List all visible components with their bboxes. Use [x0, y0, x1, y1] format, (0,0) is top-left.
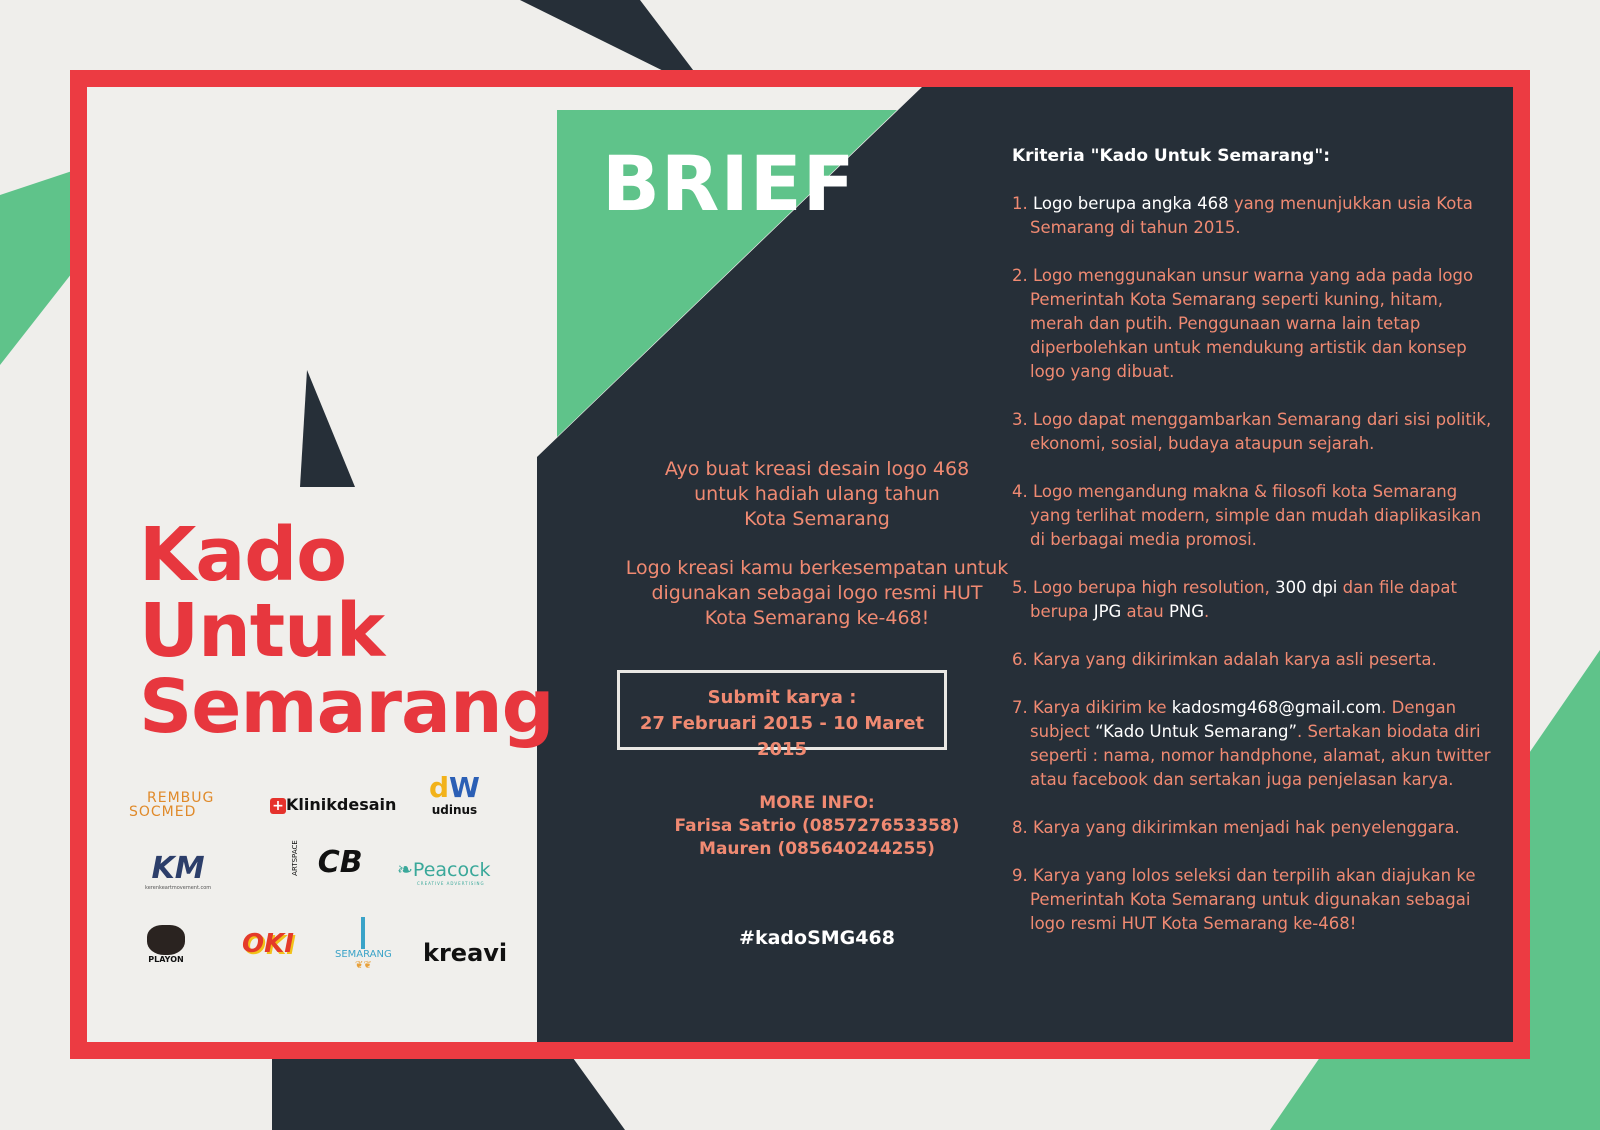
kreavi-text: kreavi: [423, 939, 508, 967]
submit-label: Submit karya :: [707, 687, 857, 708]
klinikdesain-logo: [270, 795, 396, 814]
criteria-item-4: 4. Logo mengandung makna & filosofi kota Semarang yang terlihat modern, simple dan mudah diaplikasikan di berbagai media promosi.: [1012, 482, 1482, 549]
playon-pot-icon: [147, 925, 185, 955]
submit-dates: 27 Februari 2015 - 10 Maret 2015: [639, 713, 925, 760]
semarang-logo: [335, 917, 392, 971]
intro-paragraph-2: [557, 556, 1077, 631]
criteria-item-3: 3. Logo dapat menggambarkan Semarang dari sisi politik, ekonomi, sosial, budaya ataupun sejarah.: [1012, 410, 1492, 453]
title-line-2: Untuk: [139, 588, 385, 674]
intro-2-line-3: Kota Semarang ke-468!: [704, 607, 930, 629]
semarang-tower-icon: [361, 917, 365, 949]
item-5-dpi: 300 dpi: [1275, 578, 1338, 597]
navy-triangle-small: [300, 370, 355, 487]
km-text: KM: [151, 851, 205, 886]
peacock-logo: [397, 859, 491, 886]
cb-artspace-logo: [277, 840, 363, 880]
klinik-text: Klinikdesain: [286, 795, 397, 814]
cb-text: CB: [317, 845, 363, 880]
km-logo: [145, 853, 211, 891]
playon-logo: [147, 925, 185, 964]
semarang-ornament-icon: ❦❦: [354, 960, 372, 971]
intro-1-line-3: Kota Semarang: [744, 508, 890, 530]
sponsor-logos: [127, 767, 507, 1007]
cb-subtext: ARTSPACE: [290, 840, 299, 876]
item-1-highlight: Logo berupa angka 468: [1033, 194, 1229, 213]
hashtag: #kadoSMG468: [739, 927, 895, 949]
item-7-email: kadosmg468@gmail.com: [1171, 698, 1382, 717]
poster-frame: [70, 70, 1530, 1059]
criteria-list: [1012, 144, 1492, 960]
contact-mauren: Mauren (085640244255): [699, 839, 935, 859]
socmed-text: SOCMED: [129, 804, 197, 820]
title-line-1: Kado: [139, 512, 347, 598]
intro-1-line-1: Ayo buat kreasi desain logo 468: [664, 458, 970, 480]
udinus-mark-icon: dW: [429, 771, 480, 804]
contact-farisa: Farisa Satrio (085727653358): [674, 816, 960, 836]
intro-paragraph-1: [557, 457, 1077, 532]
udinus-text: udinus: [431, 803, 478, 817]
item-7-subject: “Kado Untuk Semarang”: [1095, 722, 1298, 741]
criteria-item-6: 6. Karya yang dikirimkan adalah karya asli peserta.: [1012, 650, 1437, 669]
item-7-b: . Dengan subject: [1030, 698, 1457, 741]
submit-deadline-box: [617, 670, 947, 760]
intro-1-line-2: untuk hadiah ulang tahun: [694, 483, 940, 505]
peacock-subtext: CREATIVE ADVERTISING: [417, 881, 485, 886]
item-1-number: 1.: [1012, 194, 1028, 213]
peacock-bird-icon: ❧: [397, 859, 413, 881]
udinus-logo: [429, 773, 480, 817]
item-5-jpg: JPG: [1093, 602, 1122, 621]
criteria-item-1: [1012, 192, 1492, 240]
item-5-b: dan file dapat berupa: [1030, 578, 1457, 621]
klinik-cross-icon: +: [270, 798, 286, 814]
semarang-text: SEMARANG: [335, 949, 392, 960]
poster-title: [139, 512, 554, 750]
item-5-png: PNG: [1168, 602, 1205, 621]
intro-2-line-1: Logo kreasi kamu berkesempatan untuk: [625, 557, 1009, 579]
peacock-text: Peacock: [412, 859, 491, 881]
intro-2-line-2: digunakan sebagai logo resmi HUT: [651, 582, 983, 604]
oki-text: OKI: [242, 929, 294, 959]
criteria-title: Kriteria "Kado Untuk Semarang":: [1012, 146, 1331, 166]
rembug-text: REMBUG: [147, 790, 215, 806]
kreavi-logo: [423, 939, 507, 967]
brief-intro: [557, 457, 1077, 655]
criteria-item-9: 9. Karya yang lolos seleksi dan terpilih akan diajukan ke Pemerintah Kota Semarang untuk digunakan sebagai logo resmi HUT Kota Semarang ke-468!: [1012, 866, 1476, 933]
criteria-item-8: 8. Karya yang dikirimkan menjadi hak penyelenggara.: [1012, 818, 1460, 837]
rembug-socmed-logo: [129, 791, 214, 819]
criteria-item-2: 2. Logo menggunakan unsur warna yang ada pada logo Pemerintah Kota Semarang seperti kuning, hitam, merah dan putih. Penggunaan warna lain tetap diperbolehkan untuk mendukung artistik dan konsep logo yang dibuat.: [1012, 266, 1474, 381]
item-7-c: . Sertakan biodata diri seperti : nama, nomor handphone, alamat, akun twitter atau facebook dan sertakan juga penjelasan karya.: [1030, 722, 1491, 789]
brief-heading: BRIEF: [602, 139, 856, 228]
km-subtext: kerenkeartmovement.com: [145, 885, 212, 891]
peacock-text-row: [397, 859, 491, 881]
more-info: [557, 792, 1077, 861]
oki-logo: [242, 929, 294, 959]
item-7-a: 7. Karya dikirim ke: [1012, 698, 1172, 717]
item-5-a: 5. Logo berupa high resolution,: [1012, 578, 1276, 597]
title-line-3: Semarang: [139, 664, 554, 750]
item-5-c: atau: [1121, 602, 1169, 621]
more-info-label: MORE INFO:: [759, 793, 875, 813]
item-1-rest: yang menunjukkan usia Kota Semarang di tahun 2015.: [1030, 194, 1473, 237]
item-5-d: .: [1204, 602, 1210, 621]
criteria-item-5: [1012, 576, 1492, 624]
criteria-item-7: [1012, 696, 1492, 792]
playon-text: PLAYON: [148, 955, 184, 964]
